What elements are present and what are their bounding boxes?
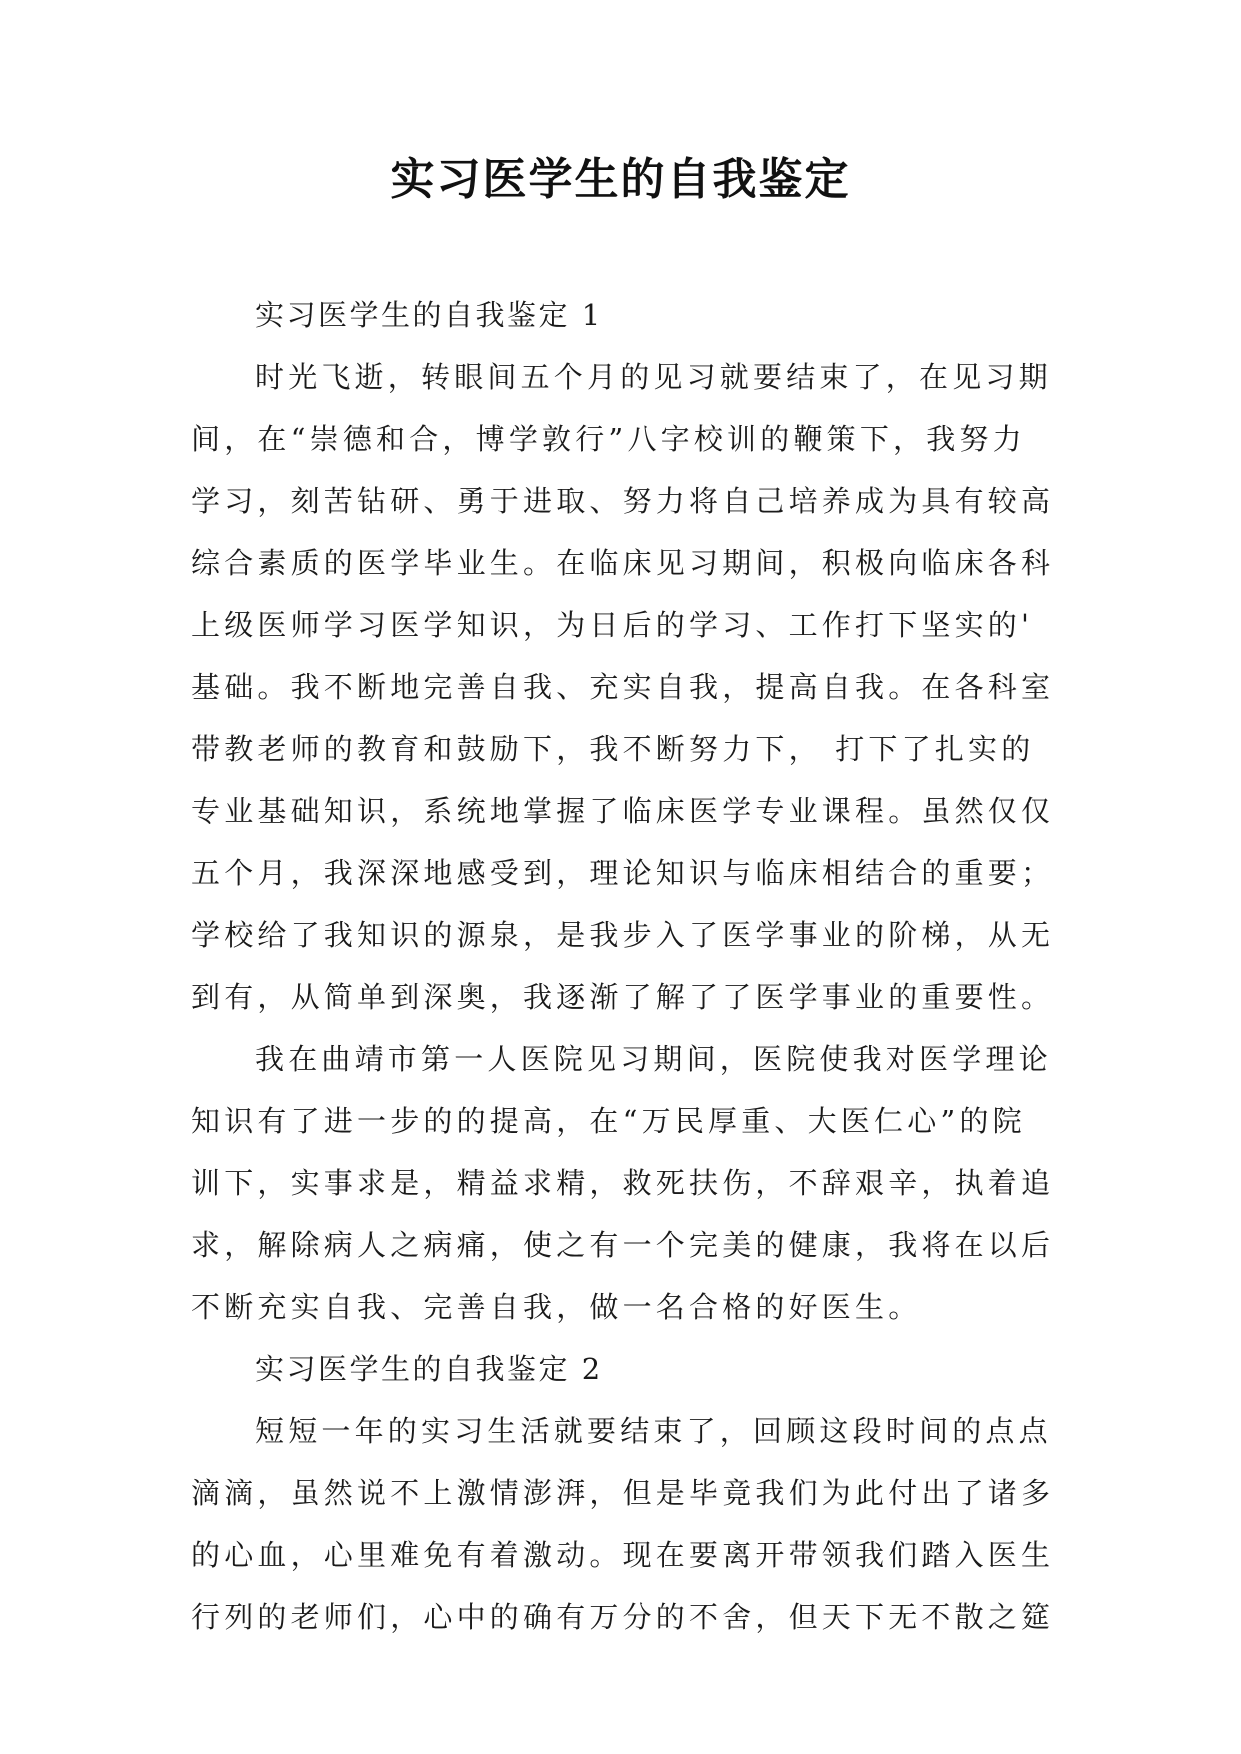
paragraph-line: 五个月，我深深地感受到，理论知识与临床相结合的重要； — [191, 856, 1055, 890]
paragraph-line: 短短一年的实习生活就要结束了，回顾这段时间的点点 — [255, 1414, 1052, 1448]
paragraph-line: 带教老师的教育和鼓励下，我不断努力下， 打下了扎实的 — [191, 732, 1035, 766]
paragraph-line: 的心血，心里难免有着激动。现在要离开带领我们踏入医生 — [191, 1538, 1055, 1572]
paragraph-line: 求，解除病人之病痛，使之有一个完美的健康，我将在以后 — [191, 1228, 1055, 1262]
paragraph-line: 学习，刻苦钻研、勇于进取、努力将自己培养成为具有较高 — [191, 484, 1055, 518]
paragraph-line: 综合素质的医学毕业生。在临床见习期间，积极向临床各科 — [191, 546, 1055, 580]
paragraph-line: 知识有了进一步的的提高，在“万民厚重、大医仁心”的院 — [191, 1104, 1026, 1138]
paragraph-line: 不断充实自我、完善自我，做一名合格的好医生。 — [191, 1290, 922, 1324]
paragraph-line: 基础。我不断地完善自我、充实自我，提高自我。在各科室 — [191, 670, 1055, 704]
paragraph-line: 上级医师学习医学知识，为日后的学习、工作打下坚实的' — [191, 608, 1034, 642]
paragraph-line: 到有，从简单到深奥，我逐渐了解了了医学事业的重要性。 — [191, 980, 1055, 1014]
paragraph-line: 训下，实事求是，精益求精，救死扶伤，不辞艰辛，执着追 — [191, 1166, 1055, 1200]
section-heading-1: 实习医学生的自我鉴定 1 — [255, 298, 603, 332]
paragraph-line: 我在曲靖市第一人医院见习期间，医院使我对医学理论 — [255, 1042, 1052, 1076]
paragraph-line: 专业基础知识，系统地掌握了临床医学专业课程。虽然仅仅 — [191, 794, 1055, 828]
section-heading-2: 实习医学生的自我鉴定 2 — [255, 1352, 603, 1386]
paragraph-line: 行列的老师们，心中的确有万分的不舍，但天下无不散之筵 — [191, 1600, 1055, 1634]
document-title: 实习医学生的自我鉴定 — [390, 154, 851, 205]
document-body — [191, 284, 1055, 1648]
paragraph-line: 学校给了我知识的源泉，是我步入了医学事业的阶梯，从无 — [191, 918, 1055, 952]
paragraph-line: 滴滴，虽然说不上激情澎湃，但是毕竟我们为此付出了诸多 — [191, 1476, 1055, 1510]
paragraph-line: 间，在“崇德和合，博学敦行”八字校训的鞭策下，我努力 — [191, 422, 1026, 456]
paragraph-line: 时光飞逝，转眼间五个月的见习就要结束了，在见习期 — [255, 360, 1052, 394]
